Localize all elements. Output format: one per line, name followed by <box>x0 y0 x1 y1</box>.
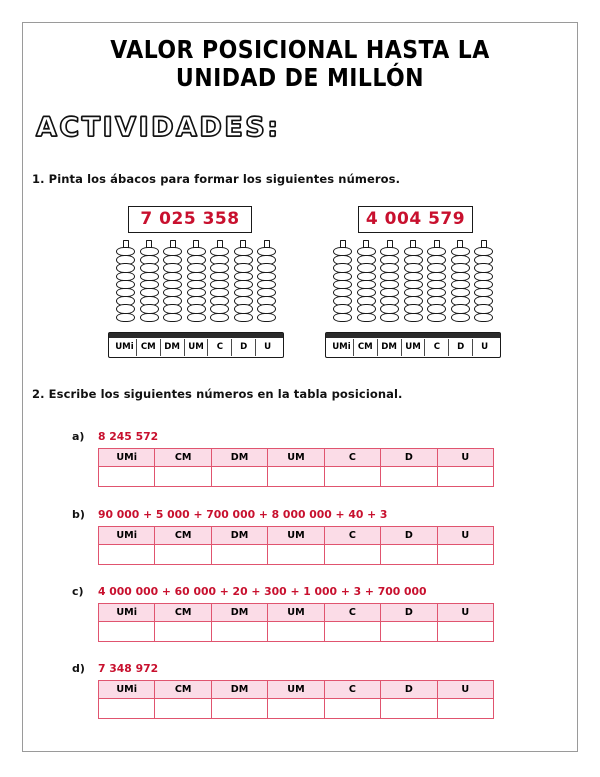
abacus-base-label-u: U <box>264 342 272 352</box>
abacus-base-label-d: D <box>449 339 473 356</box>
table-header-dm: DM <box>211 604 267 622</box>
answer-cell-d[interactable] <box>381 622 437 642</box>
table-header-row <box>99 604 494 622</box>
positional-table-c <box>98 603 494 642</box>
table-header-c: C <box>324 604 380 622</box>
abacus-2-rod-umi[interactable] <box>333 240 352 332</box>
answer-cell-d[interactable] <box>381 467 437 487</box>
table-header-umi: UMi <box>99 604 155 622</box>
abacus-2-base-top-edge <box>326 333 500 338</box>
item-label: d) <box>72 662 85 675</box>
answer-cell-u[interactable] <box>437 699 493 719</box>
table-header-row <box>99 527 494 545</box>
abacus-bead[interactable] <box>474 313 493 322</box>
table-row <box>99 699 494 719</box>
abacus-1-rods <box>116 240 276 332</box>
answer-cell-dm[interactable] <box>211 622 267 642</box>
answer-cell-umi[interactable] <box>99 545 155 565</box>
item-value: 8 245 572 <box>98 430 159 443</box>
answer-cell-um[interactable] <box>268 622 324 642</box>
abacus-number-box-1: 7 025 358 <box>128 206 252 233</box>
answer-cell-cm[interactable] <box>155 545 211 565</box>
abacus-2-base <box>325 332 501 358</box>
abacus-base-label-cm: CM <box>354 339 378 356</box>
abacus-1-base-top-edge <box>109 333 283 338</box>
positional-table-b <box>98 526 494 565</box>
answer-cell-d[interactable] <box>381 699 437 719</box>
abacus-bead[interactable] <box>210 313 229 322</box>
answer-cell-dm[interactable] <box>211 545 267 565</box>
answer-cell-um[interactable] <box>268 467 324 487</box>
abacus-2-rod-cm[interactable] <box>357 240 376 332</box>
activities-heading: ACTIVIDADES: <box>36 112 281 143</box>
abacus-1-rod-umi[interactable] <box>116 240 135 332</box>
table-header-row <box>99 681 494 699</box>
table-header-umi: UMi <box>99 449 155 467</box>
answer-cell-umi[interactable] <box>99 467 155 487</box>
table-header-u: U <box>437 681 493 699</box>
item-label: a) <box>72 430 85 443</box>
table-header-u: U <box>437 604 493 622</box>
item-label: c) <box>72 585 84 598</box>
abacus-bead[interactable] <box>404 313 423 322</box>
answer-cell-c[interactable] <box>324 467 380 487</box>
abacus-base-label-dm: DM <box>161 339 185 356</box>
abacus-2-rod-um[interactable] <box>404 240 423 332</box>
answer-cell-d[interactable] <box>381 545 437 565</box>
abacus-2-rod-d[interactable] <box>451 240 470 332</box>
abacus-1-rod-dm[interactable] <box>163 240 182 332</box>
abacus-1-base <box>108 332 284 358</box>
abacus-1-rod-u[interactable] <box>257 240 276 332</box>
abacus-1-rod-cm[interactable] <box>140 240 159 332</box>
abacus-bead[interactable] <box>187 313 206 322</box>
item-label: b) <box>72 508 85 521</box>
table-header-d: D <box>381 527 437 545</box>
table-header-um: UM <box>268 604 324 622</box>
answer-cell-umi[interactable] <box>99 622 155 642</box>
abacus-bead[interactable] <box>357 313 376 322</box>
abacus-bead[interactable] <box>140 313 159 322</box>
positional-table-a <box>98 448 494 487</box>
answer-cell-dm[interactable] <box>211 467 267 487</box>
abacus-2-base-labels <box>330 339 496 356</box>
abacus-2-rod-c[interactable] <box>427 240 446 332</box>
abacus-2-rods <box>333 240 493 332</box>
answer-cell-u[interactable] <box>437 545 493 565</box>
table-row <box>99 622 494 642</box>
answer-cell-um[interactable] <box>268 699 324 719</box>
table-header-u: U <box>437 527 493 545</box>
abacus-1-rod-d[interactable] <box>234 240 253 332</box>
abacus-1[interactable] <box>108 240 284 358</box>
answer-cell-cm[interactable] <box>155 699 211 719</box>
answer-cell-umi[interactable] <box>99 699 155 719</box>
item-value: 90 000 + 5 000 + 700 000 + 8 000 000 + 40 + 3 <box>98 508 388 521</box>
abacus-number-box-2: 4 004 579 <box>358 206 473 233</box>
abacus-1-rod-c[interactable] <box>210 240 229 332</box>
table-header-c: C <box>324 681 380 699</box>
answer-cell-c[interactable] <box>324 622 380 642</box>
abacus-2-rod-dm[interactable] <box>380 240 399 332</box>
abacus-base-label-d: D <box>232 339 256 356</box>
answer-cell-cm[interactable] <box>155 467 211 487</box>
abacus-base-label-c: C <box>425 339 449 356</box>
table-row <box>99 545 494 565</box>
abacus-bead[interactable] <box>257 313 276 322</box>
abacus-base-label-c: C <box>208 339 232 356</box>
answer-cell-u[interactable] <box>437 622 493 642</box>
abacus-1-base-labels <box>113 339 279 356</box>
abacus-bead[interactable] <box>163 313 182 322</box>
table-header-c: C <box>324 527 380 545</box>
table-header-um: UM <box>268 449 324 467</box>
table-header-d: D <box>381 604 437 622</box>
table-header-cm: CM <box>155 449 211 467</box>
table-header-row <box>99 449 494 467</box>
positional-table-d <box>98 680 494 719</box>
page-title: VALOR POSICIONAL HASTA LA UNIDAD DE MILLÓN <box>110 35 490 92</box>
abacus-base-label-umi: UMi <box>113 339 137 356</box>
abacus-2-rod-u[interactable] <box>474 240 493 332</box>
abacus-bead[interactable] <box>451 313 470 322</box>
answer-cell-c[interactable] <box>324 699 380 719</box>
table-header-um: UM <box>268 527 324 545</box>
table-header-c: C <box>324 449 380 467</box>
table-header-umi: UMi <box>99 527 155 545</box>
table-header-cm: CM <box>155 681 211 699</box>
answer-cell-um[interactable] <box>268 545 324 565</box>
abacus-bead[interactable] <box>116 313 135 322</box>
table-header-umi: UMi <box>99 681 155 699</box>
exercise-1-instruction: 1. Pinta los ábacos para formar los siguientes números. <box>32 172 401 186</box>
abacus-2[interactable] <box>325 240 501 358</box>
answer-cell-c[interactable] <box>324 545 380 565</box>
answer-cell-cm[interactable] <box>155 622 211 642</box>
abacus-base-label-dm: DM <box>378 339 402 356</box>
abacus-base-label-um: UM <box>185 339 209 356</box>
answer-cell-dm[interactable] <box>211 699 267 719</box>
table-header-cm: CM <box>155 527 211 545</box>
abacus-base-label-u: U <box>481 342 489 352</box>
abacus-bead[interactable] <box>333 313 352 322</box>
abacus-base-label-umi: UMi <box>330 339 354 356</box>
table-header-d: D <box>381 449 437 467</box>
table-header-um: UM <box>268 681 324 699</box>
abacus-base-label-um: UM <box>402 339 426 356</box>
table-header-cm: CM <box>155 604 211 622</box>
table-row <box>99 467 494 487</box>
abacus-bead[interactable] <box>427 313 446 322</box>
abacus-1-rod-um[interactable] <box>187 240 206 332</box>
abacus-bead[interactable] <box>380 313 399 322</box>
table-header-u: U <box>437 449 493 467</box>
table-header-d: D <box>381 681 437 699</box>
abacus-base-label-cm: CM <box>137 339 161 356</box>
exercise-2-instruction: 2. Escribe los siguientes números en la tabla posicional. <box>32 387 403 401</box>
table-header-dm: DM <box>211 527 267 545</box>
abacus-bead[interactable] <box>234 313 253 322</box>
table-header-dm: DM <box>211 449 267 467</box>
item-value: 4 000 000 + 60 000 + 20 + 300 + 1 000 + 3 + 700 000 <box>98 585 427 598</box>
answer-cell-u[interactable] <box>437 467 493 487</box>
item-value: 7 348 972 <box>98 662 159 675</box>
table-header-dm: DM <box>211 681 267 699</box>
